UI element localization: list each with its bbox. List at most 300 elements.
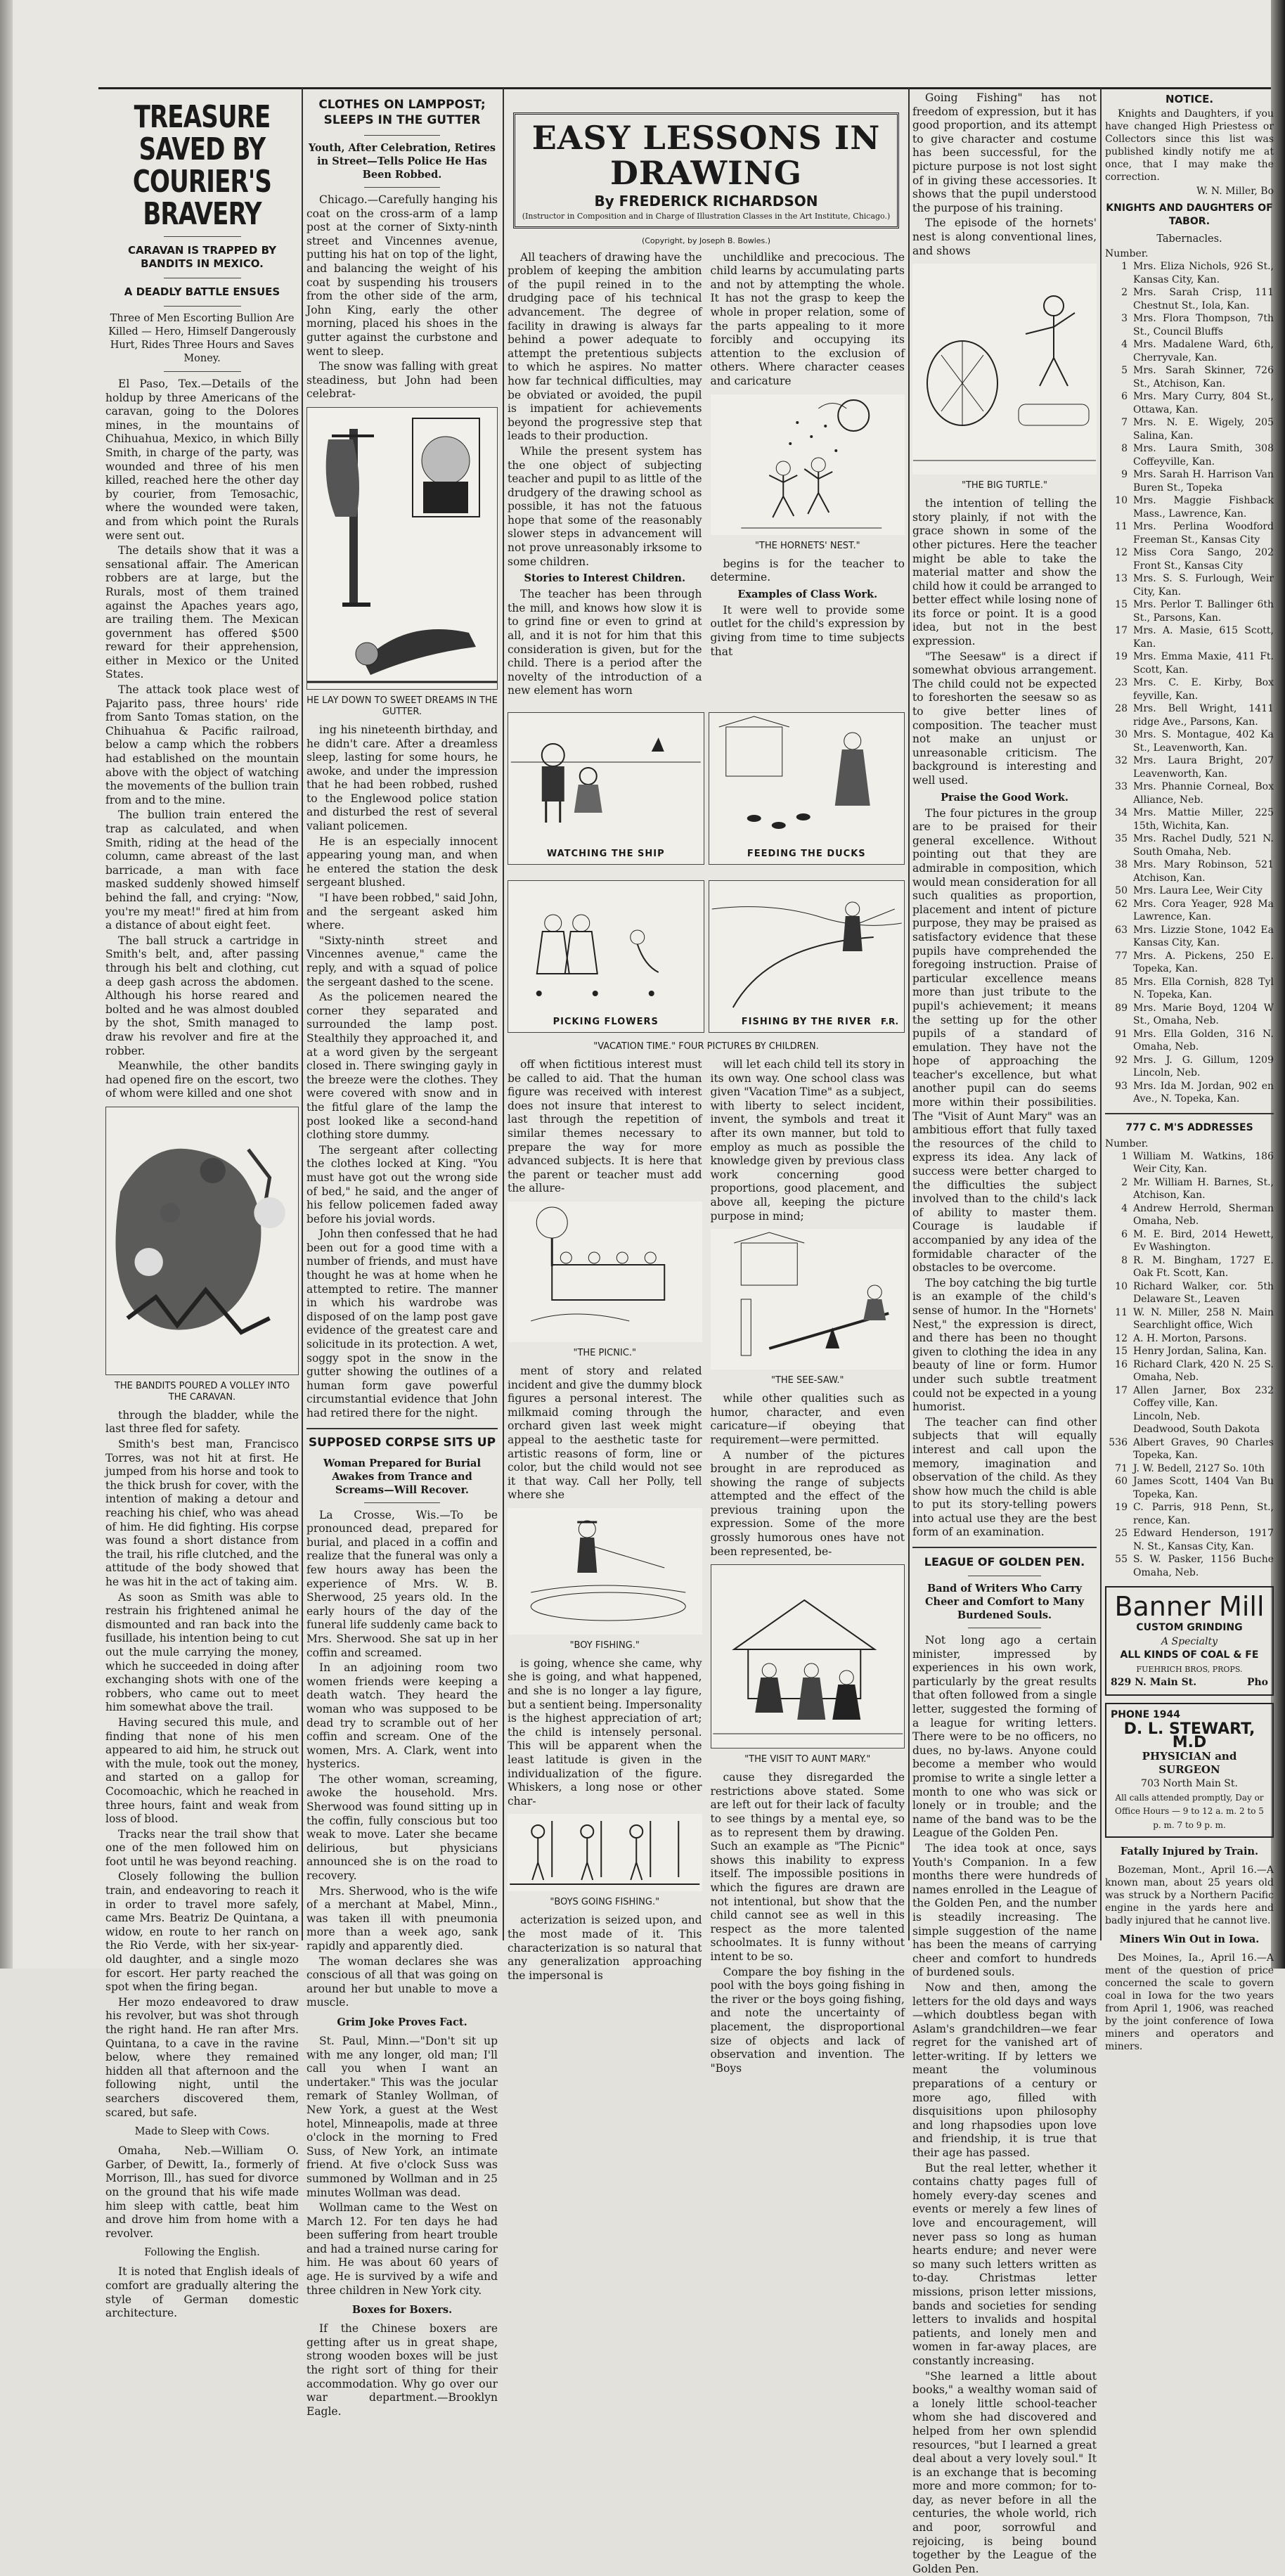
copyright-line: (Copyright, by Joseph B. Bowles.): [641, 236, 771, 245]
paragraph: The bullion train entered the trap as calculated, and when Smith, riding at the head of the column, came abreast of the last barricade, a man with face masked suddenly showed himself behind the fall, and crying: "Now, you're my meat!" fired at him from a distance of about eight feet.: [105, 809, 299, 932]
list-item: [1105, 468, 1274, 494]
subhead-english: Following the English.: [144, 2247, 260, 2259]
vacation-time-grid: [508, 707, 905, 1038]
list-item: [1105, 950, 1274, 976]
list-item: [1105, 1553, 1274, 1579]
list-item-number: 3: [1121, 313, 1128, 324]
list-item: [1105, 390, 1274, 416]
banner-line-5: 829 N. Main St.: [1111, 1677, 1197, 1689]
list-item-text: Mrs. Laura Lee, Weir City: [1133, 885, 1263, 896]
list-item-number: 15: [1115, 599, 1128, 610]
list-item-number: 17: [1115, 625, 1128, 636]
list-item-number: 11: [1115, 1306, 1128, 1318]
paragraph: As soon as Smith was able to restrain his frightened animal he dismounted and ran back into the fusillade, his intention being to cut out the mule carrying the money, which he succeeded in doing after exchanging shots with one of the robbers, who came out to meet him somewhat above the trail.: [105, 1590, 299, 1714]
list-item: [1105, 976, 1274, 1002]
paragraph: The four pictures in the group are to be praised for their general excellence. Without pointing out that they are admirable in composition, which would mean consideration for all such qualities as proportion, placement and intent of picture purpose, they may be praised as satisfactory evidence that these pupils have comprehended the foregoing instruction. Praise of particular excellence means more than just tribute to the pupil's achievement; it means the setting up for the other pupils of a standard of emulation. They have not the hope of approaching the teacher's excellence, but what another pupil can do seems more within their possibilities. The "Visit of Aunt Mary" was an ambitious effort that fully taxed the resources of the child to express its idea. Any lack of success were better charged to the difficulties the subject involved than to the child's lack of ability to master them. Courage is laudable if accompanied by any idea of the formidable character of the obstacles to be overcome.: [912, 806, 1097, 1275]
feature-right-lower: [711, 1058, 905, 2077]
picnic-drawing: [508, 1202, 702, 1342]
artist-initials: F.R.: [880, 1017, 898, 1027]
paragraph: A number of the pictures brought in are reproduced as showing the range of subjects attempted and the effect of the previous training upon the expression. Some of the more grossly humorous ones have not been represented, be-: [710, 1448, 905, 1558]
list-item: [1105, 898, 1274, 924]
boy-fishing-drawing: [508, 1508, 702, 1635]
list-item-text: Miss Cora Sango, 202 Front St., Kansas City: [1133, 547, 1274, 572]
list-item: [1105, 858, 1274, 884]
paragraph: John then confessed that he had been out for a good time with a number of friends, and must have thought he was at home when he attempted to retire. The manner in which his wardrobe was disposed of on the lamp post gave evidence of the greatest care and solicitude in its protection. A wet, soggy spot in the snow in the gutter showing the outlines of a human form gave powerful circumstantial evidence that John had retired there for the night.: [306, 1228, 498, 1419]
feature-lower: [508, 1058, 905, 2077]
list-item-number: 28: [1115, 703, 1128, 714]
subhead-praise: Praise the Good Work.: [941, 791, 1068, 804]
list-item: [1105, 728, 1274, 754]
paragraph: The attack took place west of Pajarito pass, three hours' ride from Santo Tomas station, on the Chihuahua & Pacific railroad, below a camp which the robbers had established on the mountain above with the object of watching the movements of the bullion train from and to the mine.: [105, 683, 299, 806]
paragraph: "I have been robbed," said John, and the sergeant asked him where.: [306, 891, 498, 932]
column-5: [912, 91, 1097, 2575]
list-item-number: 12: [1115, 547, 1128, 558]
paragraph: While the present system has the one object of subjecting teacher and pupil to as little of the drudgery of the drawing school as possible, it has not the fatuous hope that some of the reasonably slower steps in advancement will not prove unreasonably irksome to some children.: [508, 444, 702, 568]
list-item-text: Richard Walker, cor. 5th Delaware St., Leaven: [1133, 1280, 1274, 1305]
list-item-text: Albert Graves, 90 Charles Topeka, Kan.: [1133, 1436, 1274, 1461]
big-turtle-drawing: [912, 264, 1097, 475]
paragraph: Des Moines, Ia., April 16.—A ment of the question of price concerned the scale to govern coal in Iowa for the two years from April 1, 1906, was reached by the joint conference of Iowa miners and operators and miners.: [1105, 1952, 1274, 2053]
list-item: [1105, 624, 1274, 650]
number-label: Number.: [1105, 248, 1149, 259]
list-item-text: Mrs. Mary Curry, 804 St., Ottawa, Kan.: [1133, 391, 1274, 416]
list-item-text: Mrs. Eliza Nichols, 926 St., Kansas City, Kan.: [1133, 261, 1274, 285]
headline-corpse: SUPPOSED CORPSE SITS UP: [308, 1435, 496, 1450]
paragraph: St. Paul, Minn.—"Don't sit up with me any longer, old man; I'll call you when I want an undertaker." This was the jocular remark of Stanley Wollman, of New York, a guest at the West hotel, Minneapolis, made at three o'clock in the morning to Fred Suss, of New York, an intimate friend. At five o'clock Suss was summoned by Wollman and in 25 minutes Wollman was dead.: [306, 2034, 498, 2199]
list-item-text: Mrs. Flora Thompson, 7th St., Council Bluffs: [1133, 313, 1274, 337]
list-item-text: S. W. Pasker, 1156 Buche Omaha, Neb.: [1133, 1554, 1274, 1578]
list-item-text: Henry Jordan, Salina, Kan.: [1133, 1346, 1267, 1357]
list-item-number: 8: [1121, 443, 1128, 454]
list-item-text: Edward Henderson, 1917 N. St., Kansas City, Kan.: [1133, 1528, 1274, 1552]
paragraph: The teacher can find other subjects that will equally interest and call upon the memory, imagination and observation of the child. As they show how much the child is able to put its story-telling powers into actual use they are the best form of an examination.: [912, 1415, 1097, 1539]
list-item: [1105, 1345, 1274, 1358]
list-item: [1105, 806, 1274, 832]
drawing-feature: [508, 91, 905, 2075]
paragraph: through the bladder, while the last three fled for safety.: [105, 1408, 299, 1436]
list-item-text: Lincoln, Neb.: [1133, 1410, 1201, 1422]
feature-upper: [508, 251, 905, 700]
list-item-number: 536: [1109, 1436, 1128, 1448]
list-item: [1105, 1423, 1274, 1436]
cm-title: 777 C. M'S ADDRESSES: [1125, 1121, 1253, 1133]
list-item-text: Richard Clark, 420 N. 25 S. Omaha, Neb.: [1133, 1358, 1274, 1383]
list-item-number: 19: [1115, 1502, 1128, 1513]
column-1: [105, 91, 299, 2320]
list-item-text: C. Parris, 918 Penn, St., rence, Kan.: [1133, 1502, 1274, 1526]
aunt-mary-drawing: [711, 1564, 905, 1749]
list-item: [1105, 1475, 1274, 1501]
list-item-text: Andrew Herrold, Sherman Omaha, Neb.: [1133, 1202, 1274, 1227]
list-item-number: 16: [1115, 1358, 1128, 1370]
list-item-text: Mrs. Marie Boyd, 1204 W St., Omaha, Neb.: [1133, 1002, 1274, 1026]
list-item-number: 25: [1115, 1528, 1128, 1539]
list-item: [1105, 1054, 1274, 1080]
headline-lamppost: CLOTHES ON LAMPPOST; SLEEPS IN THE GUTTER: [318, 98, 486, 127]
doctor-address: 703 North Main St.: [1141, 1777, 1238, 1789]
list-item-number: 63: [1115, 924, 1128, 936]
list-item-number: 15: [1115, 1346, 1128, 1357]
list-item: [1105, 286, 1274, 312]
list-item: [1105, 494, 1274, 520]
seesaw-drawing: [711, 1229, 905, 1370]
list-item-number: 13: [1115, 573, 1128, 584]
paragraph: "Sixty-ninth street and Vincennes avenue," came the reply, and with a squad of police the sergeant dashed to the scene.: [306, 934, 498, 988]
paragraph: cause they disregarded the restrictions above stated. Some are left out for their lack of faculty to see things by a mental eye, so as to represent them by drawing. Such an example as "The Picnic" shows this inability to express itself. The impossible positions in which the figures are drawn are not intentional, but show that the child cannot see as well in this respect as the more talented schoolmates. It is funny without intent to be so.: [710, 1771, 905, 1963]
column-2: [306, 91, 498, 2418]
list-item: [1105, 1028, 1274, 1054]
list-item: [1105, 1280, 1274, 1306]
paragraph: Wollman came to the West on March 12. For ten days he had been suffering from heart trouble and had a trained nurse caring for him. He was about 60 years of age. He is survived by a wife and three children in New York city.: [306, 2201, 498, 2297]
doctor-title: PHYSICIAN and SURGEON: [1142, 1749, 1237, 1777]
notice-signature: W. N. Miller, Bo: [1196, 186, 1274, 197]
list-item-number: 9: [1121, 469, 1128, 480]
divider: [364, 1502, 441, 1503]
list-item: [1105, 1306, 1274, 1332]
doctor-calls: All calls attended promptly, Day or: [1115, 1792, 1264, 1803]
list-item: [1105, 1501, 1274, 1527]
subhead-cows: Made to Sleep with Cows.: [134, 2126, 270, 2138]
paragraph: Omaha, Neb.—William O. Garber, of Dewitt, Ia., formerly of Morrison, Ill., has sued for divorce on the ground that his wife made him sleep with cattle, beat him and drove him from home with a revolver.: [105, 2144, 299, 2240]
deck-men-killed: Three of Men Escorting Bullion Are Killed — Hero, Himself Dangerously Hurt, Rides Three Hours and Saves Money.: [108, 313, 296, 364]
banner-mill-ad: [1105, 1586, 1274, 1696]
caption-hornets: "THE HORNETS' NEST.": [754, 540, 860, 551]
paragraph: It were well to provide some outlet for the child's expression by giving from time to time subjects that: [710, 603, 905, 658]
list-item: [1105, 1176, 1274, 1202]
list-item-text: Deadwood, South Dakota: [1133, 1424, 1260, 1435]
paragraph: Going Fishing" has not freedom of expression, but it has good proportion, and its attempt to give character and costume has been successful, for the picture purpose is not lost sight of in giving these accessories. It shows that the pupil understood the purpose of his training.: [912, 91, 1097, 214]
paragraph: It is noted that English ideals of comfort are gradually altering the style of German domestic architecture.: [105, 2265, 299, 2320]
subhead-grim: Grim Joke Proves Fact.: [337, 2016, 467, 2028]
banner-line-2: A Specialty: [1161, 1635, 1218, 1647]
list-item-text: Mrs. Ella Golden, 316 N. Omaha, Neb.: [1133, 1028, 1274, 1052]
list-item: [1105, 442, 1274, 468]
banner-line-1: CUSTOM GRINDING: [1136, 1622, 1243, 1633]
list-item: [1105, 884, 1274, 898]
list-item: [1105, 1332, 1274, 1346]
caption-vacation: "VACATION TIME." FOUR PICTURES BY CHILDREN.: [593, 1041, 819, 1052]
list-item-number: 8: [1121, 1254, 1128, 1266]
list-item-text: Mrs. J. G. Gillum, 1209 Lincoln, Neb.: [1133, 1054, 1274, 1078]
paragraph: Having secured this mule, and finding that none of his men appeared to aid him, he struck out with the mule, took out the money, and started on a gallop for Cocomoachic, which he reached in three hours, faint and weak from loss of blood.: [105, 1715, 299, 1826]
list-item-text: Mrs. Madalene Ward, 6th, Cherryvale, Kan.: [1133, 339, 1274, 363]
divider: [164, 306, 241, 307]
list-item: [1105, 924, 1274, 950]
paragraph: The other woman, screaming, awoke the household. Mrs. Sherwood was found sitting up in the coffin, fully conscious but too weak to move. Later she became delirious, but physicians announced she is on the road to recovery.: [306, 1772, 498, 1883]
list-item-number: [1105, 1423, 1128, 1436]
list-item-text: J. W. Bedell, 2127 So. 10th: [1133, 1462, 1265, 1474]
list-item: [1105, 1527, 1274, 1553]
paragraph: off when fictitious interest must be called to aid. That the human figure was received with interest does not insure that interest to last through the repetition of similar themes necessary to prepare the way for more advanced subjects. It is here that the parent or teacher must add the allure-: [508, 1058, 702, 1195]
list-item-number: 85: [1115, 976, 1128, 988]
list-item: [1105, 520, 1274, 546]
paragraph: Tracks near the trail show that one of the men followed him on foot until he was beyond reaching.: [105, 1827, 299, 1868]
column-rule: [503, 88, 504, 1940]
paragraph: All teachers of drawing have the problem of keeping the ambition of the pupil reined in to the drudging pace of his technical advancement. The degree of facility in drawing is always far behind a power adequate to attempt the pretentious subjects to which he aspires. No matter how far technical difficulties, may be obviated or avoided, the pupil is impatient for achievements beyond the progressive step that leads to their production.: [508, 250, 702, 443]
list-item-number: 5: [1121, 365, 1128, 376]
list-item-text: Mrs. Sarah H. Harrison Van Buren St., Topeka: [1133, 469, 1274, 494]
list-item-text: Mrs. S. Montague, 402 Ka St., Leavenworth, Kan.: [1133, 729, 1274, 754]
list-item: [1105, 1150, 1274, 1176]
list-item-number: 11: [1115, 521, 1128, 532]
hornets-nest-drawing: [711, 394, 905, 535]
label-picking-flowers: PICKING FLOWERS: [553, 1017, 659, 1028]
list-item-number: 4: [1121, 1202, 1128, 1214]
paragraph: "She learned a little about books," a wealthy woman said of a lonely little school-teacher whom she had discovered and helped from her own splendid resources, "but I learned a great deal about a very lovely soul." It is an exchange that is becoming more and more common; for to-day, as never before in all the centuries, the whole world, rich and poor, sorrowful and rejoicing, is being bound together by the League of the Golden Pen.: [912, 2369, 1097, 2575]
list-item-text: A. H. Morton, Parsons.: [1133, 1332, 1247, 1344]
list-item-number: 6: [1121, 391, 1128, 402]
paragraph: Her mozo endeavored to draw his revolver, but was shot through the right hand. He ran after Mrs. Quintana, to a cave in the ravine below, where they remained hidden all that afternoon and the following night, until the searchers discovered them, scared, but safe.: [105, 1995, 299, 2119]
list-item: [1105, 1436, 1274, 1462]
list-item-number: 91: [1115, 1028, 1128, 1040]
tabernacles-list: [1105, 260, 1274, 1106]
list-item: [1105, 260, 1274, 286]
paragraph: Meanwhile, the other bandits had opened fire on the escort, two of whom were killed and one shot: [105, 1060, 299, 1100]
feature-left-lower: [508, 1058, 702, 2077]
list-item-text: Mrs. Phannie Corneal, Box Alliance, Neb.: [1133, 781, 1274, 806]
paragraph: The details show that it was a sensational affair. The American robbers are at large, but the Rurals, most of them trained against the Apaches years ago, are trailing them. The Mexican government has offered $500 reward for their apprehension, either in Mexico or the United States.: [105, 544, 299, 681]
paragraph: acterization is seized upon, and the most made of it. This characterization is so natural that any generalization approaching the impersonal is: [508, 1914, 702, 1982]
paragraph: ment of story and related incident and give the dummy block figures a personal interest. The milkmaid coming through the orchard given last week might appeal to the aesthetic taste for artistic reasons of form, line or color, but the child would not see it that way. Call her Polly, tell where she: [508, 1364, 702, 1502]
column-rule: [1100, 88, 1102, 1940]
paragraph: El Paso, Tex.—Details of the holdup by three Americans of the caravan, going to the Dolores mines, in the mountains of Chihuahua, Mexico, in which Billy Smith, in charge of the party, was wounded and three of his men killed, reached here the other day by courier, from Temosachic, where the wounded were taken, and from which point the Rurals were sent out.: [105, 378, 299, 542]
list-item-text: Mrs. Cora Yeager, 928 Ma Lawrence, Kan.: [1133, 898, 1274, 922]
list-item-text: Mrs. Laura Bright, 207 Leavenworth, Kan.: [1133, 755, 1274, 780]
banner-mill-name: Banner Mill: [1114, 1591, 1265, 1622]
divider: [164, 236, 241, 237]
paragraph: begins is for the teacher to determine.: [710, 557, 905, 584]
banner-phone: Pho: [1246, 1677, 1268, 1689]
list-item-text: Mrs. N. E. Wigely, 205 Salina, Kan.: [1133, 417, 1274, 442]
caption-turtle: "THE BIG TURTLE.": [961, 480, 1048, 491]
list-item: [1105, 1254, 1274, 1280]
list-item: [1105, 416, 1274, 442]
list-item-text: Mrs. S. S. Furlough, Weir City, Kan.: [1133, 573, 1274, 598]
list-item: [1105, 1410, 1274, 1424]
list-item-number: 1: [1121, 261, 1128, 272]
list-item: [1105, 1462, 1274, 1476]
paragraph: while other qualities such as humor, character, and even caricature—if obeying that requirement—were permitted.: [710, 1392, 905, 1446]
list-item-text: Mrs. A. Pickens, 250 E. Topeka, Kan.: [1133, 950, 1274, 974]
list-item-number: 4: [1121, 339, 1128, 350]
list-item-number: 89: [1115, 1002, 1128, 1014]
list-item: [1105, 780, 1274, 806]
feature-left-upper: [508, 251, 702, 700]
list-item-text: Mrs. Ida M. Jordan, 902 en Ave., N. Topeka, Kan.: [1133, 1080, 1274, 1105]
subhead-fatal: Fatally Injured by Train.: [1120, 1846, 1259, 1858]
paragraph: unchildlike and precocious. The child learns by accumulating parts and not by attempting the whole. It has not the grasp to keep the whole in proper relation, some of the parts appealing to it more forcibly and occupying its attention to the exclusion of others. Where character ceases and caricature: [710, 250, 905, 387]
feeding-ducks-drawing: [709, 712, 905, 865]
subhead-miners: Miners Win Out in Iowa.: [1119, 1933, 1260, 1946]
list-item: [1105, 598, 1274, 624]
paragraph: If the Chinese boxers are getting after us in great shape, strong wooden boxes will be just the right sort of thing for their accommodation. Why go over our war department.—Brooklyn Eagle.: [306, 2322, 498, 2418]
list-item: [1105, 1202, 1274, 1228]
list-item-text: James Scott, 1404 Van Bu Topeka, Kan.: [1133, 1476, 1274, 1500]
paragraph: The idea took at once, says Youth's Companion. In a few months there were hundreds of names enrolled in the League of the Golden Pen, and the number is steadily increasing. The simple suggestion of the name has been the means of carrying cheer and comfort to hundreds of burdened souls.: [912, 1841, 1097, 1979]
paragraph: is going, whence she came, why she is going, and what happened, and she is no longer a lay figure, but a sentient being. Impersonality is the highest appreciation of art; the child is intensely personal. This will be apparent when the least latitude is given in the individualization of the figure. Whiskers, a long nose or other char-: [508, 1656, 702, 1808]
feature-title: EASY LESSONS IN DRAWING: [531, 119, 881, 192]
paragraph: the intention of telling the story plainly, if not with the grace shown in some of the other pictures. Here the teacher might be able to take the material matter and show the child how it could be arranged to better effect while losing none of its force or point. It is a good idea, but not in the best expression.: [912, 497, 1097, 648]
list-item-number: 2: [1121, 1176, 1128, 1188]
list-item-text: R. M. Bingham, 1727 E. Oak Ft. Scott, Kan.: [1133, 1254, 1274, 1279]
paragraph: The sergeant after collecting the clothes locked at King. "You must have got out the wrong side of bed," he said, and the anger of his fellow policemen faded away before his jovial words.: [306, 1143, 498, 1225]
list-item-text: Mrs. Perlor T. Ballinger 6th St., Parsons, Kan.: [1133, 599, 1274, 624]
paragraph: The snow was falling with great steadiness, but John had been celebrat-: [306, 360, 498, 401]
page-binding-shadow: [0, 0, 13, 1969]
label-feeding-ducks: FEEDING THE DUCKS: [747, 849, 866, 860]
watching-ship-drawing: [508, 712, 704, 865]
drawing-banner: [513, 112, 899, 228]
list-item-text: Mrs. Sarah Crisp, 111 Chestnut St., Iola, Kan.: [1133, 287, 1274, 311]
bandits-illustration: [105, 1107, 299, 1375]
notice-title: NOTICE.: [1165, 93, 1214, 105]
caption-gutter: HE LAY DOWN TO SWEET DREAMS IN THE GUTTER.: [306, 695, 498, 717]
column-6: [1105, 91, 1274, 2053]
caption-bandits: THE BANDITS POURED A VOLLEY INTO THE CARAVAN.: [114, 1380, 290, 1403]
list-item-text: M. E. Bird, 2014 Hewett, Ev Washington.: [1133, 1228, 1274, 1253]
list-item-number: 60: [1115, 1476, 1128, 1487]
list-item-text: Mrs. C. E. Kirby, Box feyville, Kan.: [1133, 677, 1274, 702]
office-hours: Office Hours — 9 to 12 a. m. 2 to 5 p. m. 7 to 9 p. m.: [1115, 1806, 1264, 1830]
list-item: [1105, 364, 1274, 390]
headline-golden-pen: LEAGUE OF GOLDEN PEN.: [924, 1555, 1085, 1569]
list-item: [1105, 1384, 1274, 1410]
banner-line-3: ALL KINDS OF COAL & FE: [1120, 1649, 1259, 1661]
list-item-text: Mrs. Emma Maxie, 411 Ft. Scott, Kan.: [1133, 651, 1274, 676]
list-item-number: 50: [1115, 885, 1128, 896]
list-item: [1105, 1358, 1274, 1384]
paragraph: Closely following the bullion train, and endeavoring to reach it in order to travel more safely, came Mrs. Beatriz De Quintana, a widow, en route to her ranch on the Rio Verde, with her six-year-old daughter, and a single mozo for escort. Her party reached the spot when the firing began.: [105, 1870, 299, 1994]
list-item-text: Mrs. Laura Smith, 308 Coffeyville, Kan.: [1133, 443, 1274, 468]
feature-byline: By FREDERICK RICHARDSON: [594, 193, 818, 210]
list-item-number: 62: [1115, 898, 1128, 910]
list-item-number: 23: [1115, 677, 1128, 688]
caption-seesaw: "THE SEE-SAW.": [770, 1375, 844, 1386]
divider: [364, 187, 441, 188]
list-item: [1105, 676, 1274, 702]
list-item: [1105, 650, 1274, 676]
paragraph: Mrs. Sherwood, who is the wife of a merchant at Mabel, Minn., was taken ill with pneumonia more than a week ago, sank rapidly and apparently died.: [306, 1884, 498, 1952]
subhead-stories: Stories to Interest Children.: [524, 572, 686, 585]
list-item-text: Mrs. A. Masie, 615 Scott, Kan.: [1133, 625, 1274, 650]
list-item-text: Mr. William H. Barnes, St., Atchison, Kan.: [1133, 1176, 1274, 1201]
paragraph: But the real letter, whether it contains chatty pages full of homely every-day scenes and events or merely a few lines of love and encouragement, will never pass so long as human hearts endure; and never were so many such letters written as to-day. Christmas letter missions, prison letter missions, bands and societies for sending letters to invalids and hospital patients, and lonely men and women in far-away places, are constantly increasing.: [912, 2161, 1097, 2367]
list-item-text: Mrs. Mattie Miller, 225 15th, Wichita, Kan.: [1133, 807, 1274, 832]
deck-caravan: CARAVAN IS TRAPPED BY BANDITS IN MEXICO.: [127, 244, 277, 270]
list-item-number: 2: [1121, 287, 1128, 298]
list-item-text: Mrs. Bell Wright, 1411 ridge Ave., Parsons, Kan.: [1133, 703, 1274, 728]
banner-address-row: [1111, 1676, 1268, 1690]
caption-boy-fishing: "BOY FISHING.": [569, 1640, 640, 1651]
paragraph: The woman declares she was conscious of all that was going on around her but unable to move a muscle.: [306, 1954, 498, 2009]
doctor-name: D. L. STEWART, M.D: [1123, 1720, 1255, 1752]
list-item-number: [1105, 1410, 1128, 1424]
list-item: [1105, 572, 1274, 598]
list-item: [1105, 546, 1274, 572]
list-item-text: W. N. Miller, 258 N. Main Searchlight office, Wich: [1133, 1306, 1274, 1331]
list-item: [1105, 832, 1274, 858]
caption-boys-going: "BOYS GOING FISHING.": [550, 1897, 660, 1908]
label-fishing-river: FISHING BY THE RIVER: [741, 1017, 872, 1028]
list-item-text: Mrs. Lizzie Stone, 1042 Ea Kansas City, Kan.: [1133, 924, 1274, 948]
caption-aunt-mary: "THE VISIT TO AUNT MARY.": [744, 1754, 871, 1765]
paragraph: The teacher has been through the mill, and knows how slow it is to grind fine or even to grind at all, and it is not for him that this consideration is given, but for the child. There is a period after the novelty of the introduction of a new element has worn: [508, 588, 702, 697]
paragraph: As the policemen neared the corner they separated and surrounded the lamp post. Stealthily they approached it, and at a word given by the sergeant closed in. There swinging gayly in the breeze were the clothes. They were covered with snow and in the fitful glare of the lamp the post looked like a second-hand clothing store dummy.: [306, 991, 498, 1142]
list-item-text: Mrs. Sarah Skinner, 726 St., Atchison, Kan.: [1133, 365, 1274, 389]
paragraph: "The Seesaw" is a direct if somewhat obvious arrangement. The child could not be expected to foreshorten the seesaw so as to give better lines of composition. The teacher must not make an unjust or unreasonable criticism. The background is interesting and well used.: [912, 650, 1097, 787]
tabernacles-title: Tabernacles.: [1156, 233, 1222, 245]
headline-treasure: TREASURE SAVED BY COURIER'S BRAVERY: [132, 99, 272, 232]
paragraph: The episode of the hornets' nest is along conventional lines, and shows: [912, 217, 1097, 257]
list-item-number: 35: [1115, 833, 1128, 844]
list-item-number: 71: [1115, 1462, 1128, 1474]
paragraph: Compare the boy fishing in the pool with the boys going fishing in the river or the boys going fishing, and note the uncertainty of placement, the disproportional size of objects and lack of observation and invention. The "Boys: [710, 1965, 905, 2075]
list-item-number: 93: [1115, 1080, 1128, 1092]
list-item-number: 30: [1115, 729, 1128, 740]
deck-writers: Band of Writers Who Carry Cheer and Comfort to Many Burdened Souls.: [924, 1583, 1085, 1622]
list-item-text: Mrs. Rachel Dudly, 521 N. South Omaha, Neb.: [1133, 833, 1274, 858]
column-rule: [302, 88, 303, 1940]
notice-text: Knights and Daughters, if you have changed High Priestess or Collectors since this list was published kindly notify me at once, that I may make the correction.: [1105, 108, 1274, 183]
list-item-number: 34: [1115, 807, 1128, 818]
list-item-number: 38: [1115, 859, 1128, 870]
paragraph: He is an especially innocent appearing young man, and when he entered the station the desk sergeant blushed.: [306, 835, 498, 889]
list-item: [1105, 1080, 1274, 1106]
paragraph: ing his nineteenth birthday, and he didn't care. After a dreamless sleep, lasting for some hours, he awoke, and under the impression that he had been robbed, rushed to the Englewood police station and disturbed the rest of several valiant policemen.: [306, 723, 498, 833]
paragraph: Chicago.—Carefully hanging his coat on the cross-arm of a lamp post at the corner of Sixty-ninth street and Vincennes avenue, putting his hat on top of the light, and balancing the weight of his coat by suspending his trousers from the other side of the arm, John King, early the other morning, placed his shoes in the gutter against the curbstone and went to sleep.: [306, 193, 498, 358]
list-item-number: 55: [1115, 1554, 1128, 1565]
paragraph: Smith's best man, Francisco Torres, was not hit at first. He jumped from his horse and took to the thick brush for cover, with the intention of making a detour and reaching his chief, who was ahead of him. He did fighting. His corpse was found a short distance from the trail, his rifle clutched, and the attitude of the body showed that he was hit in the act of taking aim.: [105, 1438, 299, 1588]
divider: [912, 1547, 1097, 1548]
paragraph: Bozeman, Mont., April 16.—A known man, about 25 years old was struck by a Northern Pacific engine in the yards here and badly injured that he cannot live.: [1105, 1865, 1274, 1927]
list-item-number: 6: [1121, 1228, 1128, 1240]
doctor-phone: PHONE 1944: [1111, 1708, 1180, 1720]
list-item-number: 92: [1115, 1054, 1128, 1066]
paragraph: The boy catching the big turtle is an example of the child's sense of humor. In the "Hornets' Nest," the expression is direct, and there has been no thought given to clothing the idea in any beauty of line or form. Humor under such subtle treatment could not be expected in a young humorist.: [912, 1276, 1097, 1414]
list-item-text: Mrs. Perlina Woodford Freeman St., Kansas City: [1133, 521, 1274, 546]
list-item: [1105, 338, 1274, 364]
number-label: Number.: [1105, 1138, 1149, 1149]
subhead-examples: Examples of Class Work.: [737, 588, 878, 600]
subhead-boxes: Boxes for Boxers.: [351, 2304, 453, 2317]
divider: [164, 371, 241, 372]
list-item-number: 7: [1121, 417, 1128, 428]
list-item: [1105, 1002, 1274, 1028]
cm-list: [1105, 1150, 1274, 1580]
divider: [1105, 1113, 1274, 1114]
paragraph: Now and then, among the letters for the old days and ways—which doubtless began with Aslam's grandchildren—we fear regret for the vanished art of letter-writing. If by letters we meant the voluminous preparations of a century or more ago, filled with disquisitions upon philosophy and long rhapsodies upon love and friendship, it is true that their age has passed.: [912, 1981, 1097, 2160]
list-item-number: 32: [1115, 755, 1128, 766]
paragraph: In an adjoining room two women friends were keeping a death watch. They heard the woman who was supposed to be dead try to scramble out of her coffin and scream. One of the women, Mrs. A. Clark, went into hysterics.: [306, 1661, 498, 1771]
paragraph: will let each child tell its story in its own way. One school class was given "Vacation Time" as a subject, with liberty to select incident, invent, the symbols and treat it after its own manner, but told to employ as much as possible the knowledge given by previous class work concerning good proportions, good placement, and above all, keeping the picture purpose in mind;: [710, 1058, 905, 1223]
list-item: [1105, 702, 1274, 728]
gutter-illustration: [306, 407, 498, 690]
list-item-text: William M. Watkins, 186 Weir City, Kan.: [1133, 1150, 1274, 1175]
deck-battle: A DEADLY BATTLE ENSUES: [124, 285, 280, 298]
list-item-number: 1: [1121, 1150, 1128, 1162]
deck-woman: Woman Prepared for Burial Awakes from Trance and Screams—Will Recover.: [323, 1457, 481, 1496]
list-item: [1105, 312, 1274, 338]
list-item-number: 12: [1115, 1332, 1128, 1344]
banner-line-4: FUEHRICH BROS, PROPS.: [1136, 1664, 1243, 1674]
top-rule: [98, 87, 1271, 89]
paragraph: The ball struck a cartridge in Smith's belt, and, after passing through his belt and clothing, cut a deep gash across the abdomen. Although his horse reared and bolted and he was almost doubled by the shot, Smith managed to draw his revolver and fire at the robber.: [105, 934, 299, 1057]
list-item-number: 17: [1115, 1384, 1128, 1396]
label-watching-ship: WATCHING THE SHIP: [546, 849, 665, 860]
boys-going-fishing-drawing: [508, 1814, 702, 1891]
list-item-number: 19: [1115, 651, 1128, 662]
caption-picnic: "THE PICNIC.": [573, 1347, 637, 1358]
